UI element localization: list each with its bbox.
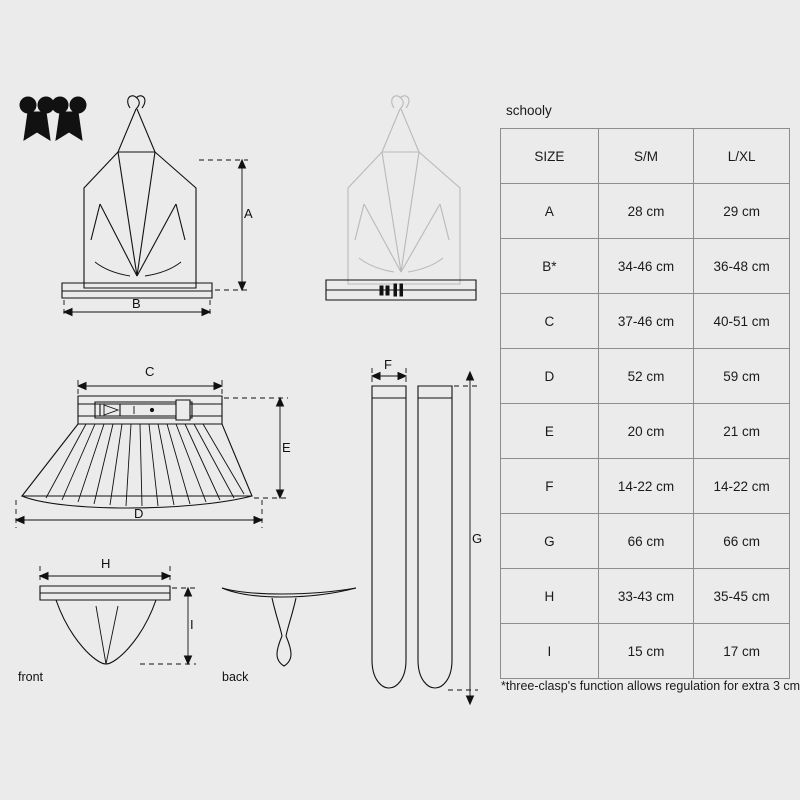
row-label: G — [501, 514, 599, 569]
table-row — [501, 514, 790, 569]
table-row — [501, 569, 790, 624]
table-row — [501, 184, 790, 239]
bra-back-drawing — [326, 96, 476, 300]
skirt-drawing — [16, 380, 288, 528]
bow-icon-left — [20, 97, 54, 140]
table-row — [501, 459, 790, 514]
row-value-lxl: 29 cm — [694, 184, 790, 239]
caption-back: back — [222, 670, 249, 684]
row-label: F — [501, 459, 599, 514]
table-header-row — [501, 129, 790, 184]
row-label: B* — [501, 239, 599, 294]
header-lxl: L/XL — [694, 129, 790, 184]
label-g: G — [472, 531, 483, 546]
row-value-sm: 66 cm — [598, 514, 694, 569]
table-title: schooly — [506, 103, 552, 118]
row-value-sm: 34-46 cm — [598, 239, 694, 294]
thong-back-drawing — [222, 588, 356, 666]
row-value-lxl: 36-48 cm — [694, 239, 790, 294]
row-value-lxl: 14-22 cm — [694, 459, 790, 514]
thong-front-drawing — [40, 566, 196, 664]
bow-icon-right — [52, 97, 86, 140]
header-sm: S/M — [598, 129, 694, 184]
table-footnote: *three-clasp's function allows regulation for extra 3 cm — [501, 679, 800, 693]
size-table — [500, 128, 790, 679]
bra-front-drawing — [62, 96, 248, 318]
caption-front: front — [18, 670, 44, 684]
row-label: A — [501, 184, 599, 239]
label-a: A — [244, 206, 253, 221]
row-label: H — [501, 569, 599, 624]
row-value-sm: 28 cm — [598, 184, 694, 239]
table-row — [501, 624, 790, 679]
row-value-sm: 15 cm — [598, 624, 694, 679]
row-value-lxl: 40-51 cm — [694, 294, 790, 349]
row-value-sm: 14-22 cm — [598, 459, 694, 514]
row-label: E — [501, 404, 599, 459]
stockings-drawing — [372, 368, 478, 704]
label-h: H — [101, 556, 111, 571]
header-size: SIZE — [501, 129, 599, 184]
row-label: I — [501, 624, 599, 679]
table-row — [501, 294, 790, 349]
table-row — [501, 239, 790, 294]
row-value-sm: 52 cm — [598, 349, 694, 404]
row-value-lxl: 59 cm — [694, 349, 790, 404]
label-e: E — [282, 440, 291, 455]
row-value-lxl: 17 cm — [694, 624, 790, 679]
row-value-sm: 33-43 cm — [598, 569, 694, 624]
label-f: F — [384, 357, 392, 372]
label-b: B — [132, 296, 141, 311]
row-value-lxl: 35-45 cm — [694, 569, 790, 624]
row-value-lxl: 66 cm — [694, 514, 790, 569]
row-label: D — [501, 349, 599, 404]
row-value-lxl: 21 cm — [694, 404, 790, 459]
table-row — [501, 404, 790, 459]
label-c: C — [145, 364, 155, 379]
row-value-sm: 37-46 cm — [598, 294, 694, 349]
row-value-sm: 20 cm — [598, 404, 694, 459]
label-i: I — [190, 617, 194, 632]
label-d: D — [134, 506, 144, 521]
row-label: C — [501, 294, 599, 349]
table-row — [501, 349, 790, 404]
